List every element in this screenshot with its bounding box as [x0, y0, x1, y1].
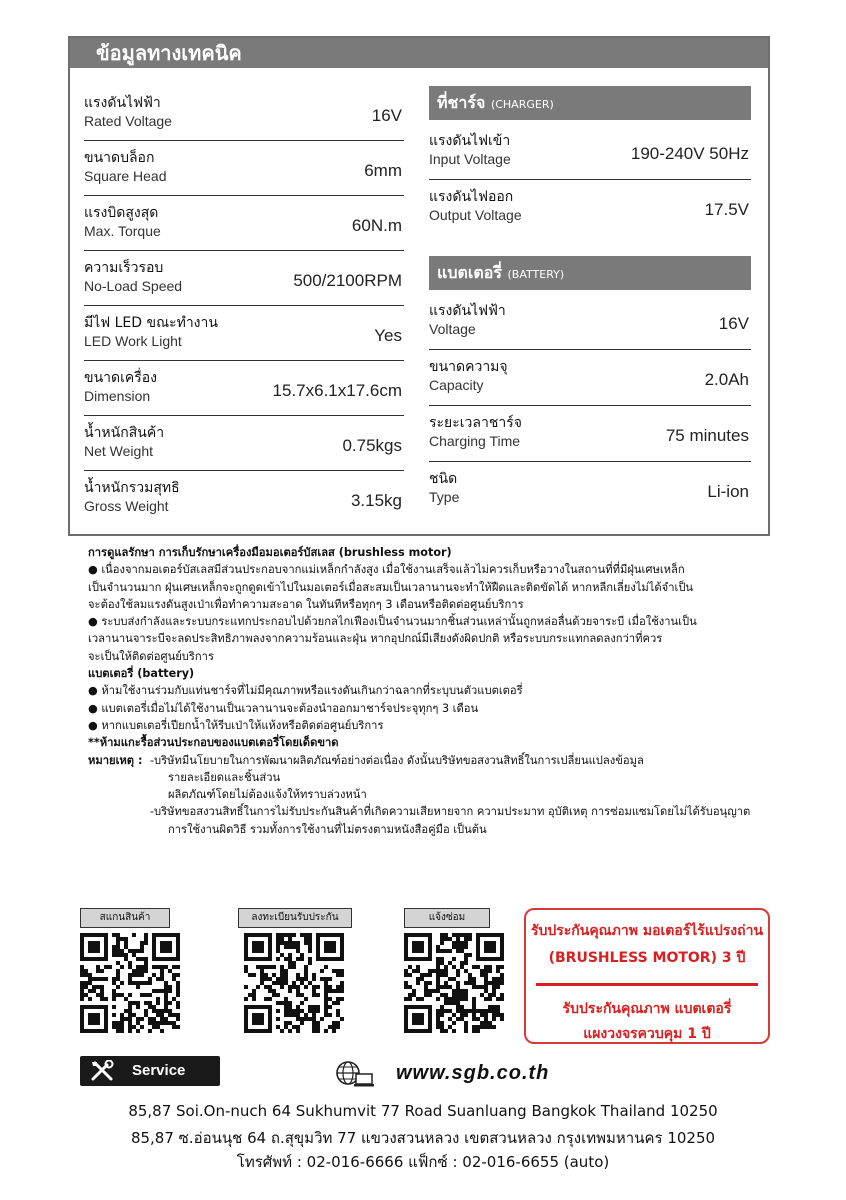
- note-line: รายละเอียดและชิ้นส่วน: [168, 770, 281, 784]
- spec-label-en: No-Load Speed: [84, 278, 183, 294]
- tools-icon: [90, 1060, 116, 1082]
- spec-label-en: Voltage: [429, 321, 476, 337]
- spec-label-en: LED Work Light: [84, 333, 182, 349]
- care-heading: การดูแลรักษา การเก็บรักษาเครื่องมือมอเตอร์บัสเลส (brushless motor): [88, 546, 452, 559]
- warranty-circuit-years: แผงวงจรควบคุม 1 ปี: [583, 1026, 711, 1042]
- warranty-divider: [536, 983, 758, 986]
- spec-label-th: แรงดันไฟเข้า: [429, 133, 511, 149]
- spec-label-en: Type: [429, 489, 460, 505]
- spec-value: 0.75kgs: [342, 436, 402, 455]
- spec-right-column: [429, 86, 751, 518]
- spec-table: [68, 36, 770, 536]
- website-link[interactable]: www.sgb.co.th: [396, 1062, 550, 1084]
- battery-title-en: (BATTERY): [507, 268, 565, 281]
- spec-value: 6mm: [364, 161, 402, 180]
- care-instructions: [88, 544, 788, 838]
- battery-warning: **ห้ามแกะรื้อส่วนประกอบของแบตเตอรี่โดยเด็ดขาด: [88, 736, 339, 750]
- note-line: การใช้งานผิดวิธี รวมทั้งการใช้งานที่ไม่ตรงตามหนังสือคู่มือ เป็นต้น: [168, 822, 487, 836]
- care-line: ● ห้ามใช้งานร่วมกับแท่นชาร์จที่ไม่มีคุณภาพหรือแรงดันเกินกว่าฉลากที่ระบุบนตัวแบตเตอรี่: [88, 684, 523, 698]
- care-line: จะเป็นให้ติดต่อศูนย์บริการ: [88, 649, 214, 663]
- note-line: -บริษัทขอสงวนสิทธิ์ในการไม่รับประกันสินค้าที่เกิดความเสียหายจาก ความประมาท อุบัติเหตุ การซ่อมแซมโดยไม่ได้รับอนุญาต: [150, 805, 751, 819]
- spec-title: ข้อมูลทางเทคนิค: [70, 38, 768, 68]
- spec-value: 75 minutes: [665, 426, 749, 445]
- spec-row: [84, 86, 404, 141]
- qr-code-icon[interactable]: [80, 933, 180, 1033]
- service-badge: [80, 1056, 220, 1086]
- warranty-motor-line: รับประกันคุณภาพ มอเตอร์ไร้แปรงถ่าน: [530, 923, 764, 939]
- spec-label-en: Capacity: [429, 377, 484, 393]
- note-section: [88, 752, 788, 838]
- spec-label-en: Max. Torque: [84, 223, 161, 239]
- spec-value: 16V: [371, 106, 402, 125]
- qr-register-warranty[interactable]: [238, 908, 352, 1037]
- spec-row: [429, 406, 751, 462]
- spec-label-th: น้ำหนักสินค้า: [84, 425, 165, 441]
- spec-row: [84, 471, 404, 526]
- care-line: ● แบตเตอรี่เมื่อไม่ได้ใช้งานเป็นเวลานานจะต้องนำออกมาชาร์จประจุทุกๆ 3 เดือน: [88, 701, 479, 715]
- spec-label-en: Dimension: [84, 388, 151, 404]
- qr-code-icon[interactable]: [244, 933, 344, 1033]
- qr-report-repair[interactable]: [404, 908, 504, 1037]
- spec-label-th: แรงดันไฟฟ้า: [429, 303, 506, 319]
- spec-row: [429, 180, 751, 236]
- spec-label-en: Charging Time: [429, 433, 521, 449]
- care-line: ● ระบบส่งกำลังและระบบกระแทกประกอบไปด้วยกลไกเฟืองเป็นจำนวนมากชิ้นส่วนเหล่านั้นถูกหล่อลื่นด้วยจาระบี เมื่อใช้งานเป็น: [88, 615, 697, 629]
- charger-title-en: (CHARGER): [490, 98, 554, 111]
- spec-row: [84, 306, 404, 361]
- spec-label-th: ความเร็วรอบ: [84, 260, 164, 276]
- spec-label-th: ชนิด: [429, 471, 458, 487]
- qr-scan-product[interactable]: [80, 908, 180, 1037]
- spec-label-en: Square Head: [84, 168, 167, 184]
- spec-value: Yes: [374, 326, 402, 345]
- spec-label-th: แรงบิดสูงสุด: [84, 205, 159, 221]
- battery-care-heading: แบตเตอรี่ (battery): [88, 667, 195, 681]
- spec-row: [84, 251, 404, 306]
- spec-value: 3.15kg: [350, 491, 402, 510]
- note-line: ผลิตภัณฑ์โดยไม่ต้องแจ้งให้ทราบล่วงหน้า: [168, 788, 367, 802]
- care-line: จะต้องใช้ลมแรงดันสูงเป่าเพื่อทำความสะอาด ในทันทีหรือทุกๆ 3 เดือนหรือติดต่อศูนย์บริการ: [88, 597, 524, 611]
- note-line: -บริษัทมีนโยบายในการพัฒนาผลิตภัณฑ์อย่างต่อเนื่อง ดังนั้นบริษัทขอสงวนสิทธิ์ในการเปลี่ยนแปลงข้อมูล: [150, 753, 644, 767]
- spec-label-en: Rated Voltage: [84, 113, 172, 129]
- warranty-battery-line: รับประกันคุณภาพ แบตเตอรี่: [562, 1001, 732, 1017]
- contact-phone: โทรศัพท์ : 02-016-6666 แฟ็กซ์ : 02-016-6655 (auto): [236, 1153, 610, 1171]
- address-thai: 85,87 ซ.อ่อนนุช 64 ถ.สุขุมวิท 77 แขวงสวนหลวง เขตสวนหลวง กรุงเทพมหานคร 10250: [130, 1129, 716, 1147]
- battery-title-th: แบตเตอรี่: [437, 263, 502, 282]
- care-line: ● เนื่องจากมอเตอร์บัสเลสมีส่วนประกอบจากแม่เหล็กกำลังสูง เมื่อใช้งานเสร็จแล้วไม่ควรเก็บหรือวางในสถานที่ที่มีฝุ่นเศษเหล็ก: [88, 563, 685, 577]
- spec-row: [84, 361, 404, 416]
- spec-label-en: Gross Weight: [84, 498, 169, 514]
- spec-row: [84, 141, 404, 196]
- spec-value: 16V: [718, 314, 749, 333]
- spec-label-th: ขนาดบล็อก: [84, 150, 155, 166]
- spec-label-en: Input Voltage: [429, 151, 511, 167]
- warranty-box: [524, 908, 770, 1044]
- battery-section-title: [429, 256, 751, 290]
- spec-label-th: ระยะเวลาชาร์จ: [429, 415, 522, 431]
- warranty-motor-years: (BRUSHLESS MOTOR) 3 ปี: [548, 950, 746, 966]
- qr-code-icon[interactable]: [404, 933, 504, 1033]
- spec-label-th: แรงดันไฟออก: [429, 189, 514, 205]
- spec-value: 190-240V 50Hz: [630, 144, 749, 163]
- spec-value: 17.5V: [704, 200, 749, 219]
- spec-label-th: ขนาดเครื่อง: [84, 370, 158, 386]
- spec-value: 15.7x6.1x17.6cm: [272, 381, 402, 400]
- spec-row: [84, 416, 404, 471]
- care-line: ● หากแบตเตอรี่เปียกน้ำให้รีบเป่าให้แห้งหรือติดต่อศูนย์บริการ: [88, 718, 384, 732]
- qr-register-label: ลงทะเบียนรับประกัน: [238, 908, 352, 928]
- spec-value: Li-ion: [707, 482, 749, 501]
- spec-left-column: [84, 86, 404, 526]
- spec-row: [84, 196, 404, 251]
- spec-row: [429, 462, 751, 518]
- spec-value: 60N.m: [351, 216, 402, 235]
- spec-label-th: มีไฟ LED ขณะทำงาน: [84, 315, 218, 331]
- spec-label-th: ขนาดความจุ: [429, 359, 508, 375]
- spec-label-en: Net Weight: [84, 443, 153, 459]
- spec-value: 2.0Ah: [704, 370, 749, 389]
- note-heading: หมายเหตุ :: [88, 753, 143, 767]
- charger-section-title: [429, 86, 751, 120]
- care-line: เป็นจำนวนมาก ฝุ่นเศษเหล็กจะถูกดูดเข้าไปในมอเตอร์เมื่อสะสมเป็นเวลานานจะทำให้ฝืดและติดขัดได้ หากหลีกเลี่ยงไม่ได้จำเป็น: [88, 580, 694, 594]
- spec-label-th: แรงดันไฟฟ้า: [84, 95, 161, 111]
- spec-row: [429, 350, 751, 406]
- charger-title-th: ที่ชาร์จ: [437, 93, 486, 112]
- address-english: 85,87 Soi.On-nuch 64 Sukhumvit 77 Road Suanluang Bangkok Thailand 10250: [128, 1102, 718, 1120]
- qr-repair-label: แจ้งซ่อม: [404, 908, 490, 928]
- spec-label-en: Output Voltage: [429, 207, 522, 223]
- globe-icon: [334, 1060, 376, 1088]
- spec-value: 500/2100RPM: [293, 271, 402, 290]
- service-label: Service: [132, 1062, 186, 1079]
- qr-scan-label: สแกนสินค้า: [80, 908, 170, 928]
- care-line: เวลานานจาระบีจะลดประสิทธิภาพลงจากความร้อนและฝุ่น หากอุปกณ์มีเสียงดังผิดปกติ หรือระบบกระแทกลดลงกว่าที่ควร: [88, 632, 663, 646]
- spec-row: [429, 124, 751, 180]
- spec-row: [429, 294, 751, 350]
- spec-label-th: น้ำหนักรวมสุทธิ: [84, 480, 180, 496]
